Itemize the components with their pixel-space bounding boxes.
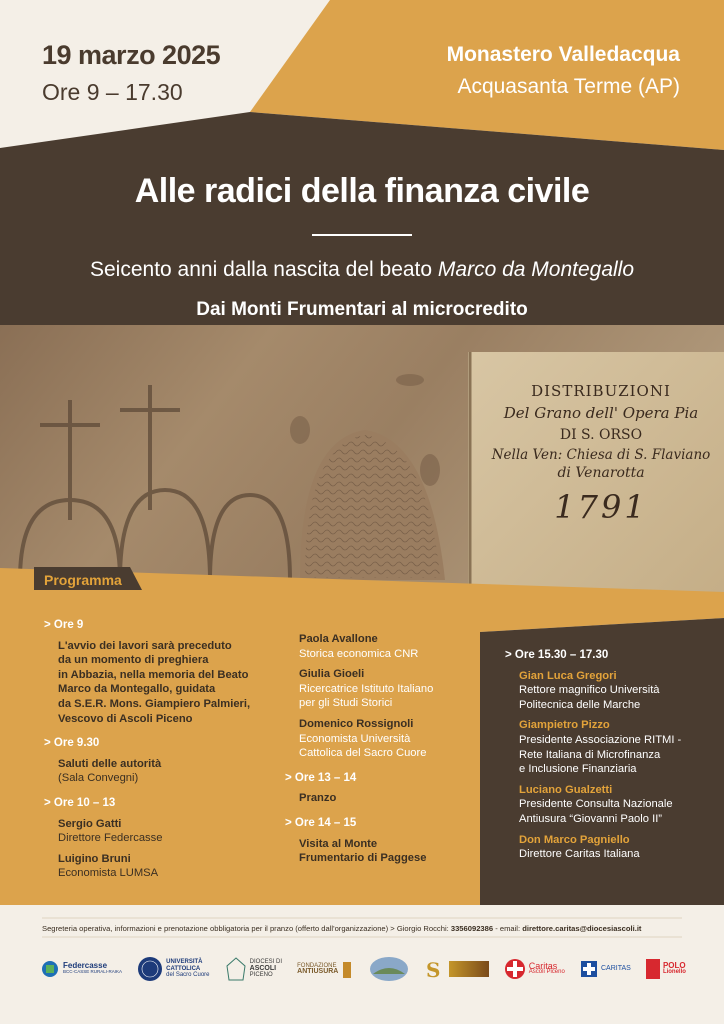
speaker: Gian Luca Gregori Rettore magnifico Università Politecnica delle Marche <box>519 669 660 711</box>
time-slot: > Ore 10 – 13 <box>44 796 116 809</box>
caritas-cross-icon <box>504 958 526 980</box>
logo-sp <box>424 955 489 983</box>
speaker: Luciano Gualzetti Presidente Consulta Nazionale Antiusura “Giovanni Paolo II” <box>519 783 673 825</box>
speaker: Giulia Gioeli Ricercatrice Istituto Italiano per gli Studi Storici <box>299 668 434 710</box>
time-slot: > Ore 9.30 <box>44 737 100 750</box>
event-date: 19 marzo 2025 <box>42 40 221 70</box>
logo-caritas-ascoli: Caritas Ascoli Piceno <box>504 958 565 980</box>
sponsor-logos <box>40 950 686 988</box>
venue-place: Acquasanta Terme (AP) <box>457 75 680 98</box>
program-column-2 <box>285 632 480 872</box>
program-entry: Visita al Monte Frumentario di Paggese <box>299 837 427 865</box>
svg-text:S: S <box>425 958 441 982</box>
diocesi-icon <box>225 956 247 982</box>
caritas-italiana-icon <box>580 960 598 978</box>
event-subtitle-2: Dai Monti Frumentari al microcredito <box>196 299 528 320</box>
program-column-1 <box>44 608 259 887</box>
time-slot: > Ore 14 – 15 <box>285 816 357 829</box>
program-entry: L'avvio dei lavori sarà preceduto da un momento di preghiera in Abbazia, nella memoria del Beato Marco da Montegallo, guidata da S.E.R. Mons. Giampiero Palmieri, Vescovo di Ascoli Piceno <box>58 639 251 725</box>
speaker: Giampietro Pizzo Presidente Associazione RITMI - Rete Italiana di Microfinanza e Inclusione Finanziaria <box>519 719 682 776</box>
logo-unicatt: UNIVERSITÀ CATTOLICA del Sacro Cuore <box>137 956 209 982</box>
program-entry: Saluti delle autorità (Sala Convegni) <box>58 757 162 785</box>
speaker: Luigino Bruni Economista LUMSA <box>58 852 159 880</box>
document-inscription: DISTRIBUZIONI Del Grano dell' Opera Pia DI S. ORSO Nella Ven: Chiesa di S. Flaviano di Venarotta 1791 <box>491 382 711 527</box>
sp-monogram-icon <box>424 955 446 983</box>
program-entry: Pranzo <box>299 792 337 805</box>
time-slot: > Ore 15.30 – 17.30 <box>505 649 609 661</box>
unicatt-seal-icon <box>137 956 163 982</box>
logo-diocesi: DIOCESI DI ASCOLI PICENO <box>225 956 282 982</box>
brown-title-band <box>0 112 724 330</box>
logo-polo: POLO Lionello <box>646 959 686 979</box>
event-title: Alle radici della finanza civile <box>134 172 590 210</box>
venue-name: Monastero Valledacqua <box>446 43 680 66</box>
title-divider <box>312 234 412 236</box>
program-column-3 <box>505 648 705 868</box>
speaker: Don Marco Pagniello Direttore Caritas Italiana <box>519 833 640 861</box>
landscape-badge-icon <box>369 956 409 982</box>
event-hours: Ore 9 – 17.30 <box>42 79 183 105</box>
program-label: Programma <box>44 572 122 588</box>
logo-fondazione: FONDAZIONE ANTIUSURA <box>297 958 353 980</box>
polo-icon <box>646 959 660 979</box>
event-subtitle: Seicento anni dalla nascita del beato Marco da Montegallo <box>89 258 635 281</box>
speaker: Sergio Gatti Direttore Federcasse <box>58 817 163 845</box>
time-slot: > Ore 9 <box>44 619 84 631</box>
fondazione-icon <box>341 958 353 980</box>
phone-number: 3356092386 <box>450 924 494 933</box>
speaker: Paola Avallone Storica economica CNR <box>299 633 419 660</box>
speaker: Domenico Rossignoli Economista Università Cattolica del Sacro Cuore <box>299 717 427 760</box>
email-link[interactable]: direttore.caritas@diocesiascoli.it <box>522 924 642 933</box>
logo-federcasse: Federcasse BCC-CASSE RURALI-RAIKA <box>40 959 122 979</box>
time-slot: > Ore 13 – 14 <box>285 771 357 784</box>
logo-landscape <box>369 956 409 982</box>
federcasse-icon <box>40 959 60 979</box>
logo-caritas-italiana: CARITAS <box>580 960 631 978</box>
footer-info: Segreteria operativa, informazioni e prenotazione obbligatoria per il pranzo (offerto dall'organizzazione) > Giorgio Rocchi: 3356092386 - email: direttore.caritas@diocesiascoli.it <box>42 924 642 933</box>
